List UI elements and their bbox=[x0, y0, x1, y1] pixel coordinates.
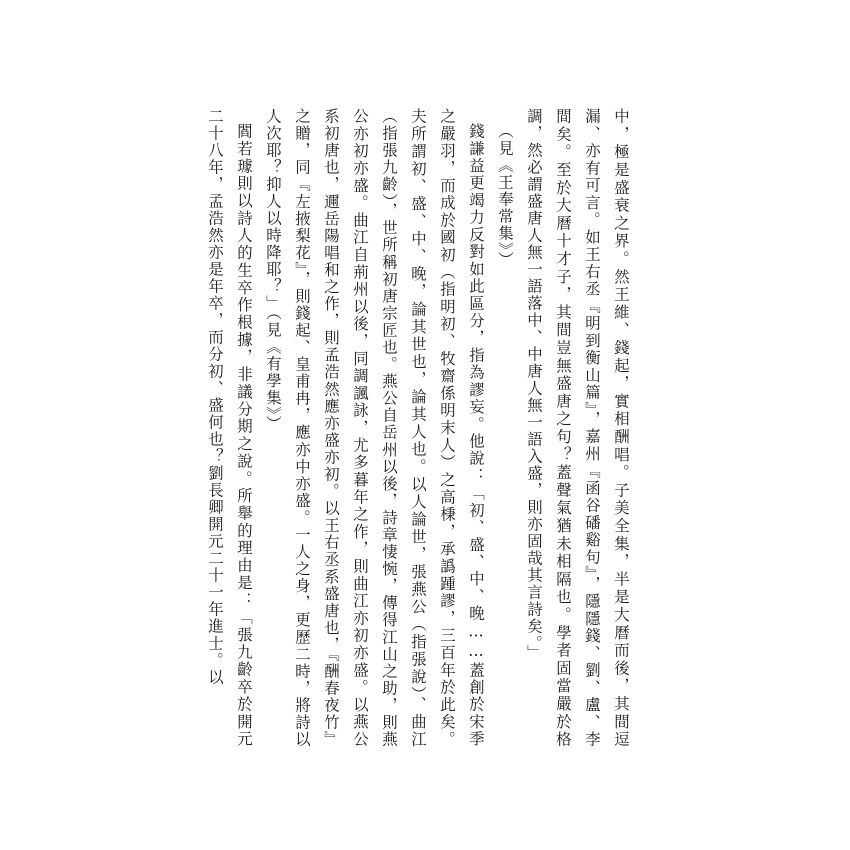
vertical-text-block bbox=[205, 108, 635, 748]
paragraph-2: 錢謙益更竭力反對如此區分，指為謬妄。他說：「初、盛、中、晚……蓋創於宋季之嚴羽，而成於國初（指明初、牧齋係明末人）之高棅，承譌踵謬，三百年於此矣。夫所謂初、盛、中、晚，論其世也，論其人也。以人論世，張燕公（指張說）、曲江（指張九齡），世所稱初唐宗匠也。燕公自岳州以後，詩章悽惋，傳得江山之助，則燕公亦初亦盛。曲江自荊州以後，同調諷詠，尤多暮年之作，則曲江亦初亦盛。以燕公系初唐也，邇岳陽唱和之作，則孟浩然應亦盛亦初。以王右丞系盛唐也，『酬春夜竹』之贈，同『左掖梨花』，則錢起、皇甫冉，應亦中亦盛。一人之身，更歷二時，將詩以人次耶？抑人以時降耶？」（見《有學集》） bbox=[264, 108, 485, 748]
paragraph-1: 中，極是盛衰之界。然王維、錢起，實相酬唱。子美全集，半是大曆而後，其間逗漏、亦有可言。如王右丞『明到衡山篇』，嘉州『函谷磻谿句』，隱隱錢、劉、盧、李間矣。至於大曆十才子，其間豈無盛唐之句？蓋聲氣猶未相隔也。學者固當嚴於格調，然必謂盛唐人無一語落中、中唐人無一語入盛，則亦固哉其言詩矣。」 bbox=[525, 108, 630, 748]
paragraph-source-citation: （見《王奉常集》） bbox=[496, 123, 514, 269]
paragraph-3: 閻若璩則以詩人的生卒作根據，非議分期之說。所舉的理由是：「張九齡卒於開元二十八年，孟浩然亦是年卒，而分初、盛何也？劉長卿開元二十一年進士。以 bbox=[206, 108, 253, 748]
